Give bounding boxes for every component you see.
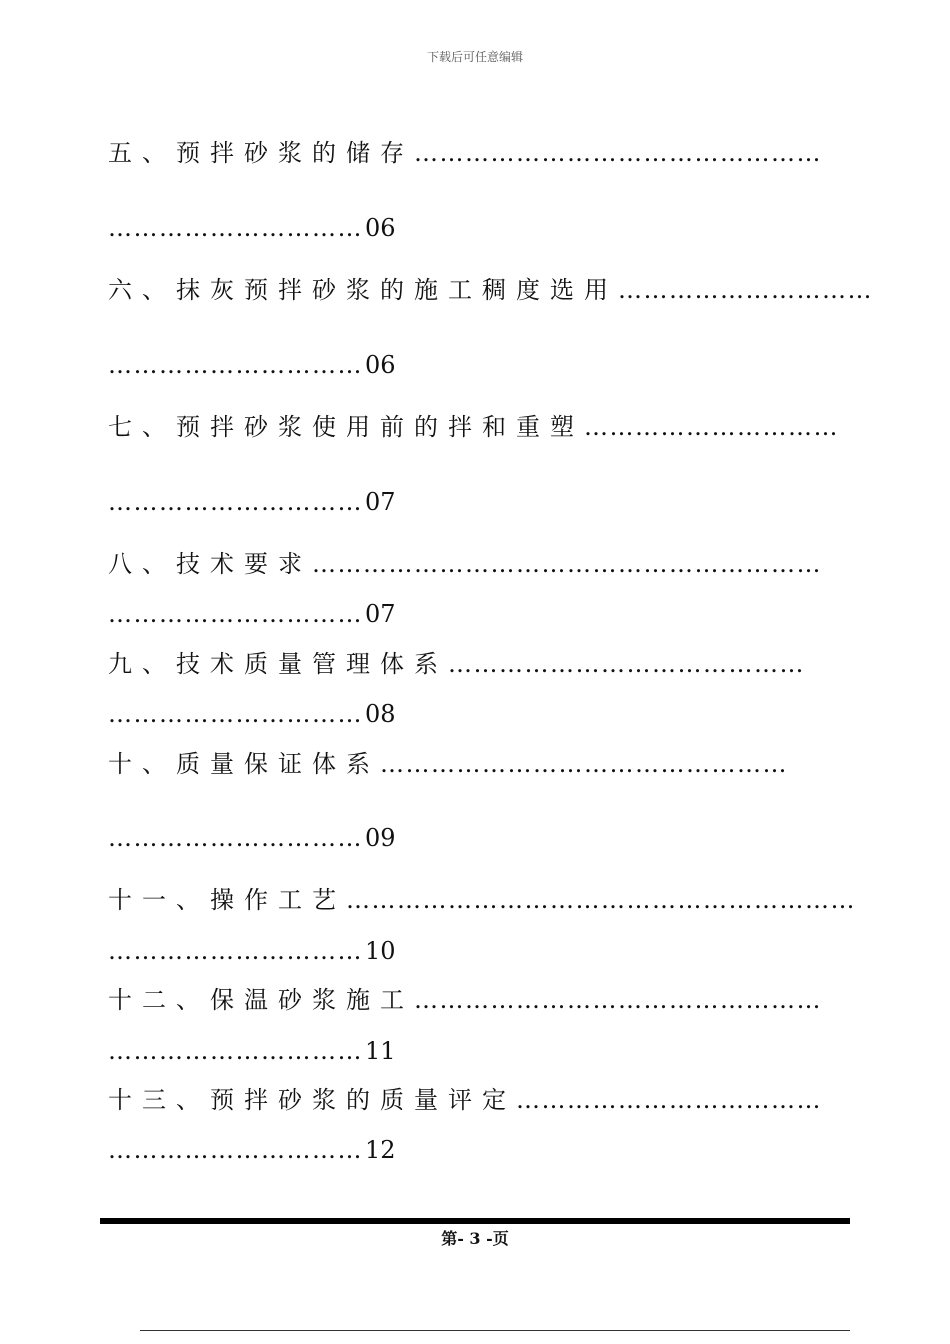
page-header: 下载后可任意编辑 — [426, 50, 523, 64]
toc-leader-dots: ………………………………………… — [414, 986, 822, 1014]
toc-entry-5-cont — [108, 213, 396, 243]
toc-title: 十二、保温砂浆施工 — [108, 986, 414, 1014]
toc-title: 六、抹灰预拌砂浆的施工稠度选用 — [108, 276, 618, 304]
toc-leader-dots: …………………………………………………… — [346, 886, 856, 914]
toc-leader-dots: ………………………… — [108, 488, 363, 516]
toc-entry-8[interactable] — [108, 549, 822, 579]
toc-entry-12-cont — [108, 1036, 396, 1066]
toc-entry-9[interactable] — [108, 649, 805, 679]
toc-leader-dots: ………………………… — [584, 413, 839, 441]
toc-leader-dots: …………………………………………………… — [312, 550, 822, 578]
toc-title: 五、预拌砂浆的储存 — [108, 139, 414, 167]
toc-leader-dots: ………………………………………… — [380, 750, 788, 778]
toc-page-number: 07 — [365, 488, 396, 516]
toc-title: 十三、预拌砂浆的质量评定 — [108, 1086, 516, 1114]
toc-entry-10[interactable] — [108, 749, 788, 779]
toc-entry-12[interactable] — [108, 985, 822, 1015]
toc-entry-8-cont — [108, 599, 396, 629]
footer-page-number: 第- 3 -页 — [441, 1229, 509, 1248]
toc-page-number: 06 — [365, 214, 396, 242]
toc-title: 七、预拌砂浆使用前的拌和重塑 — [108, 413, 584, 441]
toc-leader-dots: ………………………… — [108, 937, 363, 965]
toc-entry-11-cont — [108, 936, 396, 966]
toc-leader-dots: …………………………………… — [448, 650, 805, 678]
toc-page-number: 08 — [365, 700, 396, 728]
toc-entry-5[interactable] — [108, 138, 822, 168]
toc-title: 十一、操作工艺 — [108, 886, 346, 914]
toc-title: 十、质量保证体系 — [108, 750, 380, 778]
toc-page-number: 06 — [365, 351, 396, 379]
toc-leader-dots: ……………………………… — [516, 1086, 822, 1114]
toc-page-number: 10 — [365, 937, 396, 965]
toc-leader-dots: ………………………… — [108, 1136, 363, 1164]
footer-divider — [100, 1218, 850, 1224]
toc-leader-dots: ………………………… — [108, 214, 363, 242]
toc-leader-dots: ………………………… — [108, 824, 363, 852]
toc-title: 八、技术要求 — [108, 550, 312, 578]
bottom-divider — [140, 1330, 850, 1331]
toc-entry-9-cont — [108, 699, 396, 729]
toc-leader-dots: ………………………… — [108, 351, 363, 379]
toc-entry-11[interactable] — [108, 885, 856, 915]
toc-entry-13-cont — [108, 1135, 396, 1165]
toc-page-number: 12 — [365, 1136, 396, 1164]
toc-page-number: 09 — [365, 824, 396, 852]
toc-leader-dots: ………………………………………… — [414, 139, 822, 167]
toc-entry-7-cont — [108, 487, 396, 517]
toc-entry-10-cont — [108, 823, 396, 853]
toc-entry-6-cont — [108, 350, 396, 380]
toc-entry-13[interactable] — [108, 1085, 822, 1115]
toc-entry-6[interactable] — [108, 275, 873, 305]
toc-title: 九、技术质量管理体系 — [108, 650, 448, 678]
toc-leader-dots: ………………………… — [108, 600, 363, 628]
toc-page-number: 07 — [365, 600, 396, 628]
toc-leader-dots: ………………………… — [618, 276, 873, 304]
toc-leader-dots: ………………………… — [108, 1037, 363, 1065]
toc-page-number: 11 — [365, 1037, 396, 1065]
toc-leader-dots: ………………………… — [108, 700, 363, 728]
toc-entry-7[interactable] — [108, 412, 839, 442]
